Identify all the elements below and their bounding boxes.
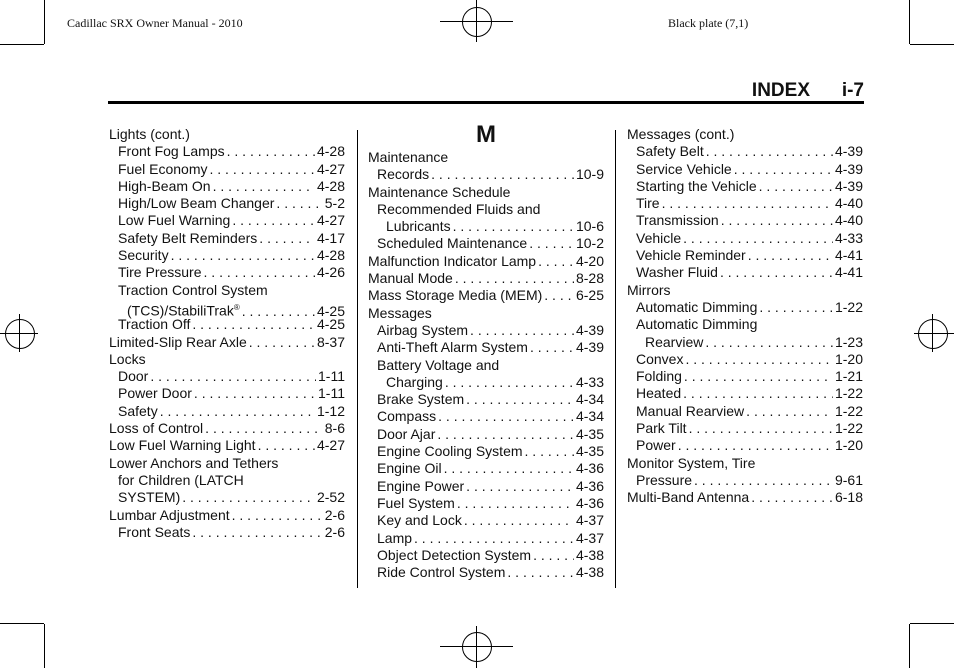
index-entry — [109, 489, 345, 506]
index-entry-text: Engine Oil — [377, 460, 442, 477]
index-entry-text: Manual Mode — [368, 270, 453, 287]
index-entry-page[interactable]: 4-27 — [316, 212, 345, 229]
index-entry-page[interactable]: 4-37 — [575, 529, 604, 546]
dot-leader — [249, 334, 315, 351]
index-column-3 — [627, 126, 863, 507]
index-entry-page[interactable]: 4-39 — [575, 339, 604, 356]
dot-leader — [683, 385, 833, 402]
index-entry-text: Records — [377, 166, 430, 183]
dot-leader — [507, 564, 574, 581]
index-entry-text: for Children (LATCH — [118, 471, 244, 488]
dot-leader — [464, 512, 574, 529]
index-entry — [368, 374, 604, 391]
index-entry-page[interactable]: 10-9 — [575, 166, 604, 183]
index-entry-page[interactable]: 4-39 — [834, 160, 863, 177]
dot-leader — [529, 235, 574, 252]
index-entry-page[interactable]: 4-27 — [316, 160, 345, 177]
index-entry-text: Engine Cooling System — [377, 443, 523, 460]
column-divider — [357, 130, 358, 588]
index-entry — [627, 403, 863, 420]
dot-leader — [258, 437, 315, 454]
index-entry — [627, 212, 863, 229]
index-entry-text: Safety Belt — [636, 143, 704, 160]
index-entry-text: Battery Voltage and — [377, 356, 500, 373]
dot-leader — [470, 322, 574, 339]
dot-leader — [192, 524, 322, 541]
index-entry-text: Anti-Theft Alarm System — [377, 339, 528, 356]
dot-leader — [150, 368, 316, 385]
index-entry — [109, 385, 345, 402]
index-entry — [109, 403, 345, 420]
index-entry-text: Rearview — [645, 333, 704, 350]
index-entry-text: Convex — [636, 350, 684, 367]
index-entry-text: Safety — [118, 402, 158, 419]
index-entry-text: Front Seats — [118, 523, 191, 540]
index-entry — [109, 178, 345, 195]
index-entry-page[interactable]: 4-34 — [575, 391, 604, 408]
index-entry — [368, 218, 604, 235]
dot-leader — [209, 161, 314, 178]
index-entry-text: Compass — [377, 408, 437, 425]
index-entry — [368, 512, 604, 529]
index-entry-text: Maintenance — [368, 149, 449, 165]
crop-mark — [0, 623, 44, 624]
index-entry — [368, 339, 604, 356]
index-entry-text: Automatic Dimming — [636, 316, 758, 333]
page-number: i-7 — [841, 80, 864, 101]
index-entry-text: Fuel Economy — [118, 160, 208, 177]
index-entry-page[interactable]: 4-38 — [575, 564, 604, 581]
header-manual-title: Cadillac SRX Owner Manual - 2010 — [67, 16, 243, 30]
index-entry-page[interactable]: 2-52 — [316, 489, 345, 506]
index-entry-text: Transmission — [636, 212, 719, 229]
index-entry — [368, 166, 604, 183]
index-entry — [109, 230, 345, 247]
index-entry-text: Charging — [386, 373, 443, 390]
dot-leader — [445, 374, 574, 391]
index-entry-text: Power Door — [118, 385, 192, 402]
index-entry — [627, 230, 863, 247]
dot-leader — [160, 403, 315, 420]
dot-leader — [276, 195, 322, 212]
index-entry-text: Mass Storage Media (MEM) — [368, 287, 543, 304]
index-entry — [109, 316, 345, 333]
index-entry-page[interactable]: 2-6 — [324, 506, 345, 523]
index-entry — [109, 143, 345, 160]
index-entry — [109, 195, 345, 212]
index-entry-page[interactable]: 6-25 — [575, 287, 604, 304]
index-entry-text: Door Ajar — [377, 425, 436, 442]
page-title-row — [108, 80, 864, 102]
dot-leader — [759, 299, 833, 316]
dot-leader — [525, 443, 574, 460]
index-entry — [368, 391, 604, 408]
index-entry — [627, 368, 863, 385]
index-entry-text: Manual Rearview — [636, 402, 745, 419]
dot-leader — [205, 420, 323, 437]
crop-mark — [44, 0, 45, 44]
index-entry — [109, 455, 345, 472]
index-entry-page[interactable]: 4-28 — [316, 177, 345, 194]
index-entry-text: Multi-Band Antenna — [627, 489, 750, 506]
dot-leader — [232, 212, 315, 229]
index-entry — [368, 530, 604, 547]
index-entry — [368, 408, 604, 425]
index-entry — [368, 443, 604, 460]
index-entry — [368, 235, 604, 252]
dot-leader — [466, 391, 574, 408]
dot-leader — [455, 270, 574, 287]
index-entry — [109, 472, 345, 489]
dot-leader — [453, 218, 574, 235]
index-entry-page[interactable]: 4-28 — [316, 247, 345, 264]
dot-leader — [437, 426, 574, 443]
index-entry — [109, 351, 345, 368]
index-entry-text: Malfunction Indicator Lamp — [368, 252, 537, 269]
index-entry-page[interactable]: 4-39 — [834, 143, 863, 160]
index-entry — [627, 161, 863, 178]
index-entry-text: Messages — [368, 304, 432, 321]
index-entry-text: Door — [118, 368, 149, 385]
index-entry — [627, 143, 863, 160]
index-entry-text: Low Fuel Warning Light — [109, 437, 256, 454]
index-entry-text: Safety Belt Reminders — [118, 229, 258, 246]
index-entry — [109, 247, 345, 264]
index-column-1 — [109, 126, 345, 541]
index-entry — [368, 564, 604, 581]
index-entry — [368, 357, 604, 374]
index-entry-text: Lumbar Adjustment — [109, 506, 230, 523]
index-entry-page[interactable]: 1-22 — [834, 402, 863, 419]
index-entry-text: Traction Off — [118, 316, 191, 333]
index-entry-page[interactable]: 4-35 — [575, 443, 604, 460]
index-entry — [368, 322, 604, 339]
index-entry — [368, 253, 604, 270]
index-entry-text: Brake System — [377, 391, 465, 408]
dot-leader — [684, 368, 833, 385]
crop-mark — [909, 624, 910, 668]
index-entry-page[interactable]: 4-40 — [834, 212, 863, 229]
index-entry-text: Scheduled Maintenance — [377, 235, 528, 252]
dot-leader — [533, 547, 574, 564]
dot-leader — [259, 230, 315, 247]
index-entry — [627, 420, 863, 437]
index-entry-text: Locks — [109, 350, 146, 367]
index-entry-text: Loss of Control — [109, 420, 204, 437]
dot-leader — [705, 334, 833, 351]
index-entry-text: Monitor System, Tire — [627, 454, 756, 471]
dot-leader — [706, 143, 833, 160]
index-entry — [368, 460, 604, 477]
index-entry — [627, 472, 863, 489]
index-entry-text: Lubricants — [386, 218, 451, 235]
dot-leader — [444, 460, 574, 477]
index-entry-page[interactable]: 5-2 — [324, 195, 345, 212]
index-entry-text: Tire — [636, 195, 660, 212]
index-entry-text: Messages (cont.) — [627, 126, 735, 142]
index-entry — [109, 212, 345, 229]
crop-mark — [0, 44, 44, 45]
index-entry-page[interactable]: 4-27 — [316, 437, 345, 454]
index-entry — [627, 264, 863, 281]
dot-leader — [683, 230, 833, 247]
dot-leader — [734, 161, 833, 178]
index-entry-text: Limited-Slip Rear Axle — [109, 333, 247, 350]
index-entry-text: Front Fog Lamps — [118, 143, 225, 160]
index-entry — [109, 282, 345, 299]
index-entry-page[interactable]: 10-6 — [575, 218, 604, 235]
index-entry — [368, 305, 604, 322]
index-entry — [109, 437, 345, 454]
index-entry-text: Object Detection System — [377, 546, 532, 563]
index-entry-text: Power — [636, 437, 676, 454]
index-entry-page[interactable]: 6-18 — [834, 489, 863, 506]
index-entry-page[interactable]: 8-6 — [324, 420, 345, 437]
index-entry — [627, 351, 863, 368]
index-title: INDEX — [751, 80, 810, 101]
index-entry-text: Lamp — [377, 529, 413, 546]
index-entry-page[interactable]: 4-17 — [316, 229, 345, 246]
index-entry-page[interactable]: 10-2 — [575, 235, 604, 252]
index-entry — [368, 201, 604, 218]
index-entry-text: Mirrors — [627, 281, 671, 298]
crop-mark — [909, 0, 910, 44]
index-entry — [368, 287, 604, 304]
index-entry-text: High-Beam On — [118, 177, 211, 194]
index-entry-page[interactable]: 4-41 — [834, 264, 863, 281]
index-entry-page[interactable]: 4-40 — [834, 195, 863, 212]
index-entry — [109, 368, 345, 385]
index-entry-text: Lower Anchors and Tethers — [109, 454, 279, 471]
crop-mark — [44, 624, 45, 668]
index-entry — [368, 149, 604, 166]
index-entry-page[interactable]: 4-35 — [575, 425, 604, 442]
dot-leader — [748, 247, 833, 264]
index-entry-page[interactable]: 1-23 — [834, 333, 863, 350]
index-entry-page[interactable]: 4-26 — [316, 264, 345, 281]
index-entry-text: Heated — [636, 385, 682, 402]
index-entry — [368, 426, 604, 443]
index-entry-page[interactable]: 4-20 — [575, 252, 604, 269]
section-letter: M — [476, 121, 496, 148]
dot-leader — [685, 351, 833, 368]
index-column-2 — [368, 122, 604, 581]
dot-leader — [457, 495, 574, 512]
index-entry — [627, 385, 863, 402]
index-entry-page[interactable]: 4-39 — [834, 177, 863, 194]
index-entry-text: (TCS)/StabiliTrak® — [127, 302, 240, 319]
dot-leader — [227, 143, 315, 160]
index-entry-page[interactable]: 1-20 — [834, 350, 863, 367]
index-entry-text: Recommended Fluids and — [377, 200, 541, 217]
dot-leader — [232, 507, 323, 524]
index-entry — [627, 455, 863, 472]
dot-leader — [746, 403, 833, 420]
index-entry-page[interactable]: 4-37 — [575, 512, 604, 529]
index-entry-text: Engine Power — [377, 477, 465, 494]
index-entry-page[interactable]: 1-12 — [316, 402, 345, 419]
dot-leader — [694, 472, 833, 489]
index-entry-page[interactable]: 4-33 — [834, 229, 863, 246]
index-entry-text: Service Vehicle — [636, 160, 732, 177]
index-entry-page[interactable]: 9-61 — [834, 471, 863, 488]
dot-leader — [466, 478, 574, 495]
index-entry — [368, 495, 604, 512]
index-entry-text: Maintenance Schedule — [368, 183, 511, 200]
index-entry-text: Tire Pressure — [118, 264, 202, 281]
index-entry — [368, 184, 604, 201]
index-entry-page[interactable]: 1-21 — [834, 368, 863, 385]
index-entry — [109, 264, 345, 281]
crop-mark — [910, 44, 954, 45]
index-entry — [627, 195, 863, 212]
index-entry-page[interactable]: 4-36 — [575, 460, 604, 477]
dot-leader — [192, 316, 315, 333]
index-entry — [627, 334, 863, 351]
index-entry — [627, 489, 863, 506]
crop-mark — [910, 623, 954, 624]
index-entry — [627, 126, 863, 143]
index-entry-page[interactable]: 4-38 — [575, 546, 604, 563]
index-entry-text: Vehicle Reminder — [636, 247, 746, 264]
index-entry — [368, 478, 604, 495]
index-entry — [368, 547, 604, 564]
dot-leader — [751, 489, 833, 506]
index-entry — [368, 270, 604, 287]
index-entry-page[interactable]: 2-6 — [324, 523, 345, 540]
index-entry-text: SYSTEM) — [118, 489, 181, 506]
dot-leader — [204, 264, 315, 281]
column-divider — [615, 130, 616, 588]
dot-leader — [213, 178, 315, 195]
index-entry-text: Vehicle — [636, 229, 682, 246]
index-entry-page[interactable]: 4-41 — [834, 247, 863, 264]
index-entry-page[interactable]: 4-34 — [575, 408, 604, 425]
index-entry-page[interactable]: 4-36 — [575, 494, 604, 511]
index-entry — [627, 178, 863, 195]
index-entry-page[interactable]: 1-22 — [834, 298, 863, 315]
dot-leader — [538, 253, 574, 270]
index-entry-text: Starting the Vehicle — [636, 177, 757, 194]
index-entry — [109, 420, 345, 437]
header-plate-label: Black plate (7,1) — [668, 16, 749, 30]
index-entry-page[interactable]: 1-11 — [318, 368, 345, 385]
dot-leader — [689, 420, 833, 437]
index-entry — [627, 282, 863, 299]
dot-leader — [171, 247, 315, 264]
index-entry-page[interactable]: 4-25 — [316, 302, 345, 319]
index-entry-text: Fuel System — [377, 494, 455, 511]
index-entry — [109, 161, 345, 178]
index-entry-page[interactable]: 1-22 — [834, 420, 863, 437]
dot-leader — [414, 530, 574, 547]
dot-leader — [678, 437, 833, 454]
index-entry-text: Folding — [636, 368, 682, 385]
index-entry-page[interactable]: 4-39 — [575, 321, 604, 338]
index-entry-page[interactable]: 8-28 — [575, 270, 604, 287]
index-entry-text: High/Low Beam Changer — [118, 195, 275, 212]
index-entry-text: Key and Lock — [377, 512, 462, 529]
index-entry-text: Washer Fluid — [636, 264, 718, 281]
dot-leader — [721, 212, 833, 229]
dot-leader — [438, 408, 574, 425]
index-entry-text: Security — [118, 247, 169, 264]
index-entry — [627, 437, 863, 454]
dot-leader — [530, 339, 574, 356]
title-rule — [108, 101, 864, 104]
index-entry-text: Low Fuel Warning — [118, 212, 231, 229]
dot-leader — [662, 195, 833, 212]
index-entry-page[interactable]: 4-28 — [316, 143, 345, 160]
dot-leader — [194, 385, 316, 402]
index-entry-page[interactable]: 4-25 — [316, 316, 345, 333]
index-entry-text: Traction Control System — [118, 281, 268, 298]
index-entry-text: Pressure — [636, 471, 693, 488]
index-entry — [627, 247, 863, 264]
index-entry-text: Automatic Dimming — [636, 298, 758, 315]
index-entry-text: Airbag System — [377, 321, 469, 338]
index-entry — [109, 299, 345, 319]
index-entry-text: Lights (cont.) — [109, 126, 190, 142]
index-entry-text: Ride Control System — [377, 564, 506, 581]
dot-leader — [431, 166, 574, 183]
index-entry — [109, 507, 345, 524]
index-entry — [109, 126, 345, 143]
index-entry — [627, 299, 863, 316]
dot-leader — [759, 178, 833, 195]
index-entry-page[interactable]: 4-33 — [575, 373, 604, 390]
index-entry-text: Park Tilt — [636, 420, 687, 437]
index-entry — [627, 316, 863, 333]
index-entry-page[interactable]: 1-11 — [318, 385, 345, 402]
index-entry-page[interactable]: 1-22 — [834, 385, 863, 402]
index-entry — [109, 334, 345, 351]
dot-leader — [544, 287, 574, 304]
dot-leader — [720, 264, 833, 281]
dot-leader — [182, 489, 315, 506]
index-entry-page[interactable]: 1-20 — [834, 437, 863, 454]
index-entry-page[interactable]: 4-36 — [575, 477, 604, 494]
index-entry — [109, 524, 345, 541]
index-entry-page[interactable]: 8-37 — [316, 333, 345, 350]
